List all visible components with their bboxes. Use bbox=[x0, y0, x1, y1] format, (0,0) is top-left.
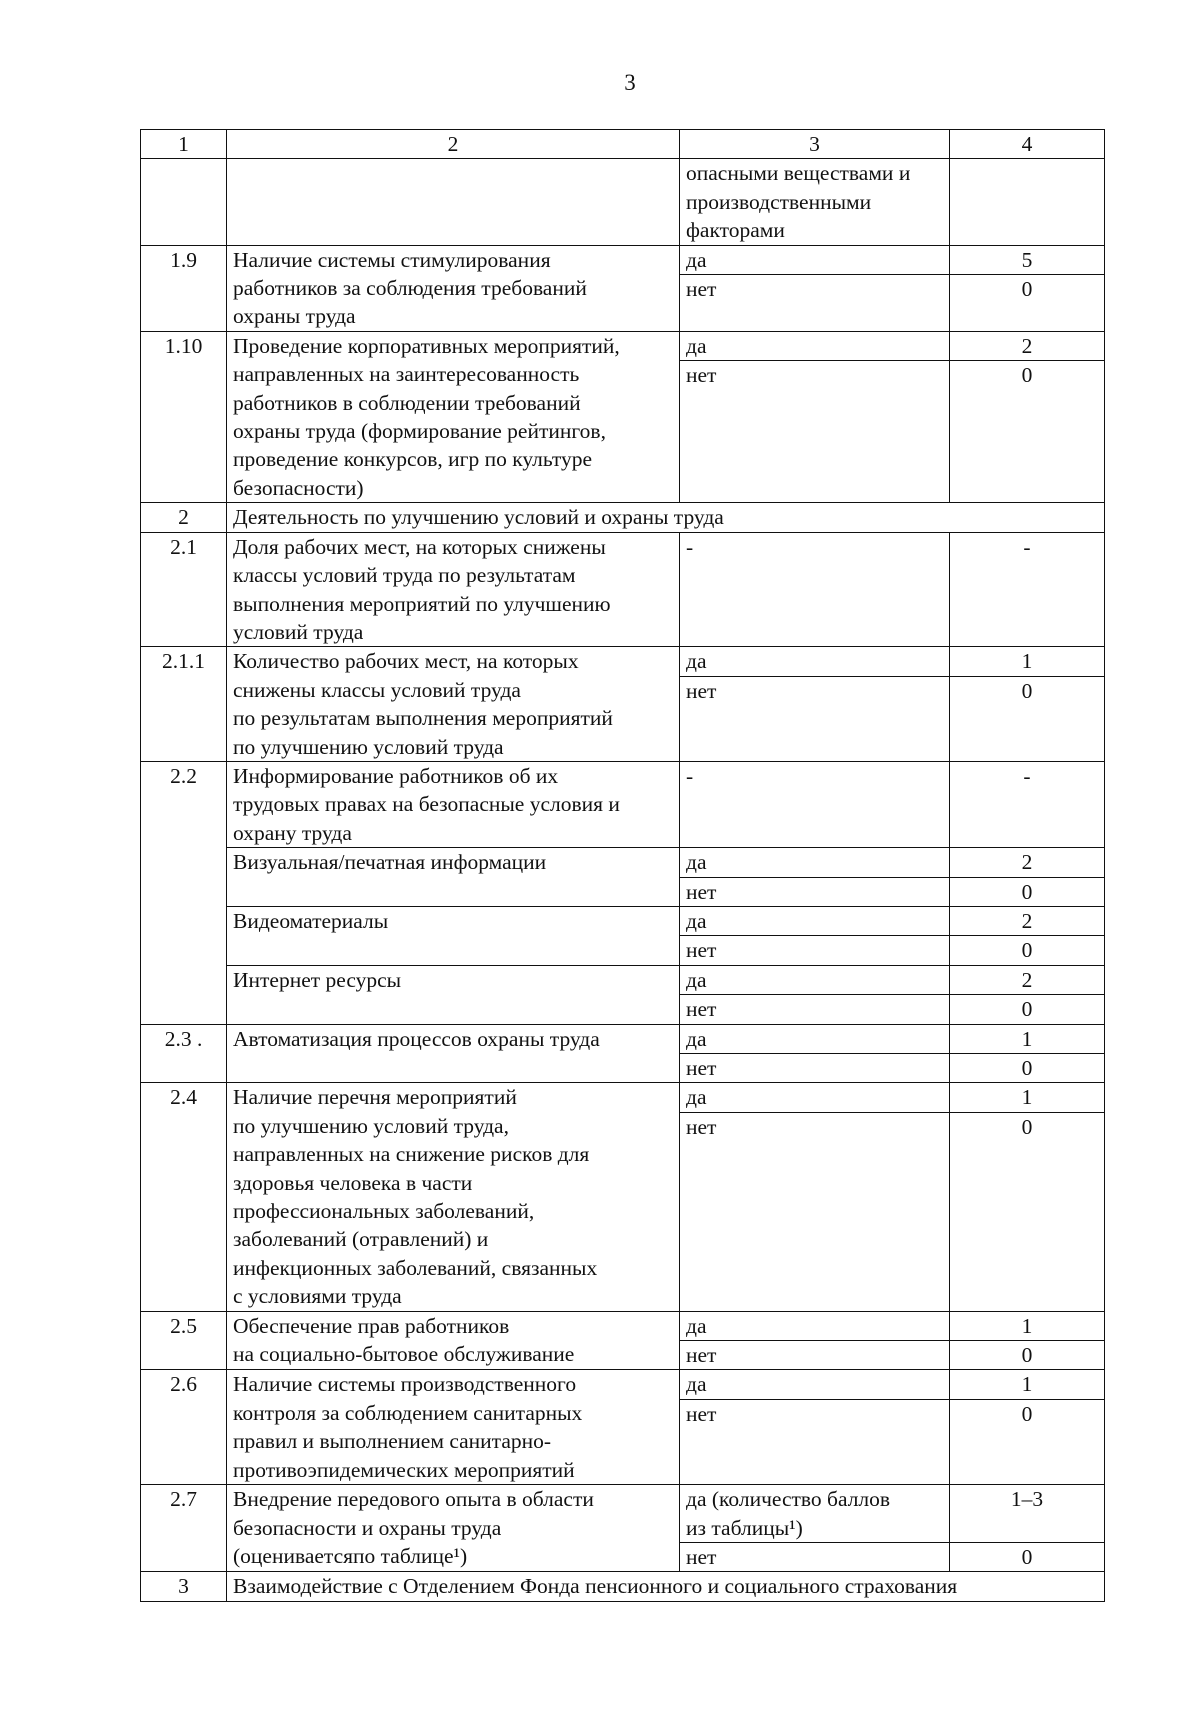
option-label: нет bbox=[680, 1341, 950, 1370]
row-description: Обеспечение прав работников на социально-бытовое обслуживание bbox=[227, 1311, 680, 1370]
section-number: 3 bbox=[141, 1572, 227, 1601]
option-score: 0 bbox=[950, 1399, 1105, 1484]
option-score: 2 bbox=[950, 331, 1105, 360]
section-row bbox=[141, 503, 1105, 532]
row-score: - bbox=[950, 761, 1105, 847]
table-header-row bbox=[141, 130, 1105, 159]
subitem-description: Визуальная/печатная информации bbox=[227, 848, 680, 907]
option-score: 2 bbox=[950, 965, 1105, 994]
row-number: 2.2 bbox=[141, 761, 227, 1024]
page-number: 3 bbox=[624, 70, 636, 95]
option-label: нет bbox=[680, 1054, 950, 1083]
row-answer: опасными веществами и производственными факторами bbox=[680, 159, 950, 245]
table-row bbox=[141, 1083, 1105, 1112]
section-number: 2 bbox=[141, 503, 227, 532]
option-label: нет bbox=[680, 877, 950, 906]
row-number: 2.5 bbox=[141, 1311, 227, 1370]
row-answer: - bbox=[680, 761, 950, 847]
group-row bbox=[141, 761, 1105, 847]
header-col-2: 2 bbox=[227, 130, 680, 159]
option-score: 0 bbox=[950, 1112, 1105, 1311]
option-label: нет bbox=[680, 275, 950, 332]
row-answer: - bbox=[680, 532, 950, 647]
row-number: 2.1.1 bbox=[141, 647, 227, 762]
row-number: 2.7 bbox=[141, 1485, 227, 1572]
option-score: 0 bbox=[950, 1054, 1105, 1083]
option-label: нет bbox=[680, 1399, 950, 1484]
option-score: 1 bbox=[950, 1083, 1105, 1112]
option-score: 1–3 bbox=[950, 1485, 1105, 1543]
header-col-1: 1 bbox=[141, 130, 227, 159]
continuation-row bbox=[141, 159, 1105, 245]
option-score: 2 bbox=[950, 848, 1105, 877]
table-row bbox=[141, 1485, 1105, 1543]
option-score: 1 bbox=[950, 1024, 1105, 1053]
option-label: да bbox=[680, 1083, 950, 1112]
option-label: да bbox=[680, 848, 950, 877]
table-row bbox=[141, 532, 1105, 647]
header-col-3: 3 bbox=[680, 130, 950, 159]
option-score: 0 bbox=[950, 995, 1105, 1024]
row-number: 1.10 bbox=[141, 331, 227, 502]
table-row bbox=[141, 1370, 1105, 1399]
subitem-row bbox=[141, 965, 1105, 994]
row-number: 2.3 . bbox=[141, 1024, 227, 1083]
row-description: Доля рабочих мест, на которых снижены классы условий труда по результатам выполнения мероприятий по улучшению условий труда bbox=[227, 532, 680, 647]
section-title: Деятельность по улучшению условий и охраны труда bbox=[227, 503, 1105, 532]
row-number: 2.4 bbox=[141, 1083, 227, 1311]
option-label: нет bbox=[680, 361, 950, 503]
option-label: нет bbox=[680, 995, 950, 1024]
option-label: нет bbox=[680, 936, 950, 965]
row-number: 1.9 bbox=[141, 245, 227, 331]
row-number: 2.1 bbox=[141, 532, 227, 647]
option-score: 5 bbox=[950, 245, 1105, 274]
option-label: да bbox=[680, 906, 950, 935]
table-row bbox=[141, 331, 1105, 360]
option-label: да bbox=[680, 331, 950, 360]
option-score: 1 bbox=[950, 1311, 1105, 1340]
option-score: 0 bbox=[950, 1341, 1105, 1370]
option-label: нет bbox=[680, 1112, 950, 1311]
option-score: 0 bbox=[950, 676, 1105, 761]
option-label: да bbox=[680, 1024, 950, 1053]
table-row bbox=[141, 1024, 1105, 1053]
header-col-4: 4 bbox=[950, 130, 1105, 159]
row-description bbox=[227, 159, 680, 245]
table-row bbox=[141, 647, 1105, 676]
option-label: да bbox=[680, 1311, 950, 1340]
option-label: да bbox=[680, 965, 950, 994]
option-score: 0 bbox=[950, 1542, 1105, 1571]
table-row bbox=[141, 245, 1105, 274]
table-row bbox=[141, 1311, 1105, 1340]
subitem-row bbox=[141, 848, 1105, 877]
section-title: Взаимодействие с Отделением Фонда пенсионного и социального страхования bbox=[227, 1572, 1105, 1601]
row-number: 2.6 bbox=[141, 1370, 227, 1485]
row-number bbox=[141, 159, 227, 245]
criteria-table bbox=[140, 129, 1105, 1602]
option-score: 0 bbox=[950, 877, 1105, 906]
option-label: да bbox=[680, 647, 950, 676]
subitem-description: Видеоматериалы bbox=[227, 906, 680, 965]
option-label: да bbox=[680, 245, 950, 274]
row-score bbox=[950, 159, 1105, 245]
row-description: Проведение корпоративных мероприятий, направленных на заинтересованность работников в соблюдении требований охраны труда (формирование рейтингов, проведение конкурсов, игр по культуре безопасности) bbox=[227, 331, 680, 502]
row-score: - bbox=[950, 532, 1105, 647]
subitem-description: Интернет ресурсы bbox=[227, 965, 680, 1024]
row-description: Количество рабочих мест, на которых снижены классы условий труда по результатам выполнения мероприятий по улучшению условий труда bbox=[227, 647, 680, 762]
option-score: 1 bbox=[950, 1370, 1105, 1399]
option-score: 1 bbox=[950, 647, 1105, 676]
row-description: Внедрение передового опыта в области безопасности и охраны труда (оцениваетсяпо таблице¹) bbox=[227, 1485, 680, 1572]
row-description: Информирование работников об их трудовых правах на безопасные условия и охрану труда bbox=[227, 761, 680, 847]
option-score: 0 bbox=[950, 936, 1105, 965]
row-description: Автоматизация процессов охраны труда bbox=[227, 1024, 680, 1083]
option-score: 2 bbox=[950, 906, 1105, 935]
section-row bbox=[141, 1572, 1105, 1601]
option-label: да (количество баллов из таблицы¹) bbox=[680, 1485, 950, 1543]
row-description: Наличие системы производственного контроля за соблюдением санитарных правил и выполнением санитарно- противоэпидемических мероприятий bbox=[227, 1370, 680, 1485]
row-description: Наличие перечня мероприятий по улучшению условий труда, направленных на снижение рисков для здоровья человека в части профессиональных заболеваний, заболеваний (отравлений) и инфекционных заболеваний, связанных с условиями труда bbox=[227, 1083, 680, 1311]
option-label: нет bbox=[680, 1542, 950, 1571]
row-description: Наличие системы стимулирования работников за соблюдения требований охраны труда bbox=[227, 245, 680, 331]
option-score: 0 bbox=[950, 361, 1105, 503]
option-label: нет bbox=[680, 676, 950, 761]
option-score: 0 bbox=[950, 275, 1105, 332]
subitem-row bbox=[141, 906, 1105, 935]
option-label: да bbox=[680, 1370, 950, 1399]
